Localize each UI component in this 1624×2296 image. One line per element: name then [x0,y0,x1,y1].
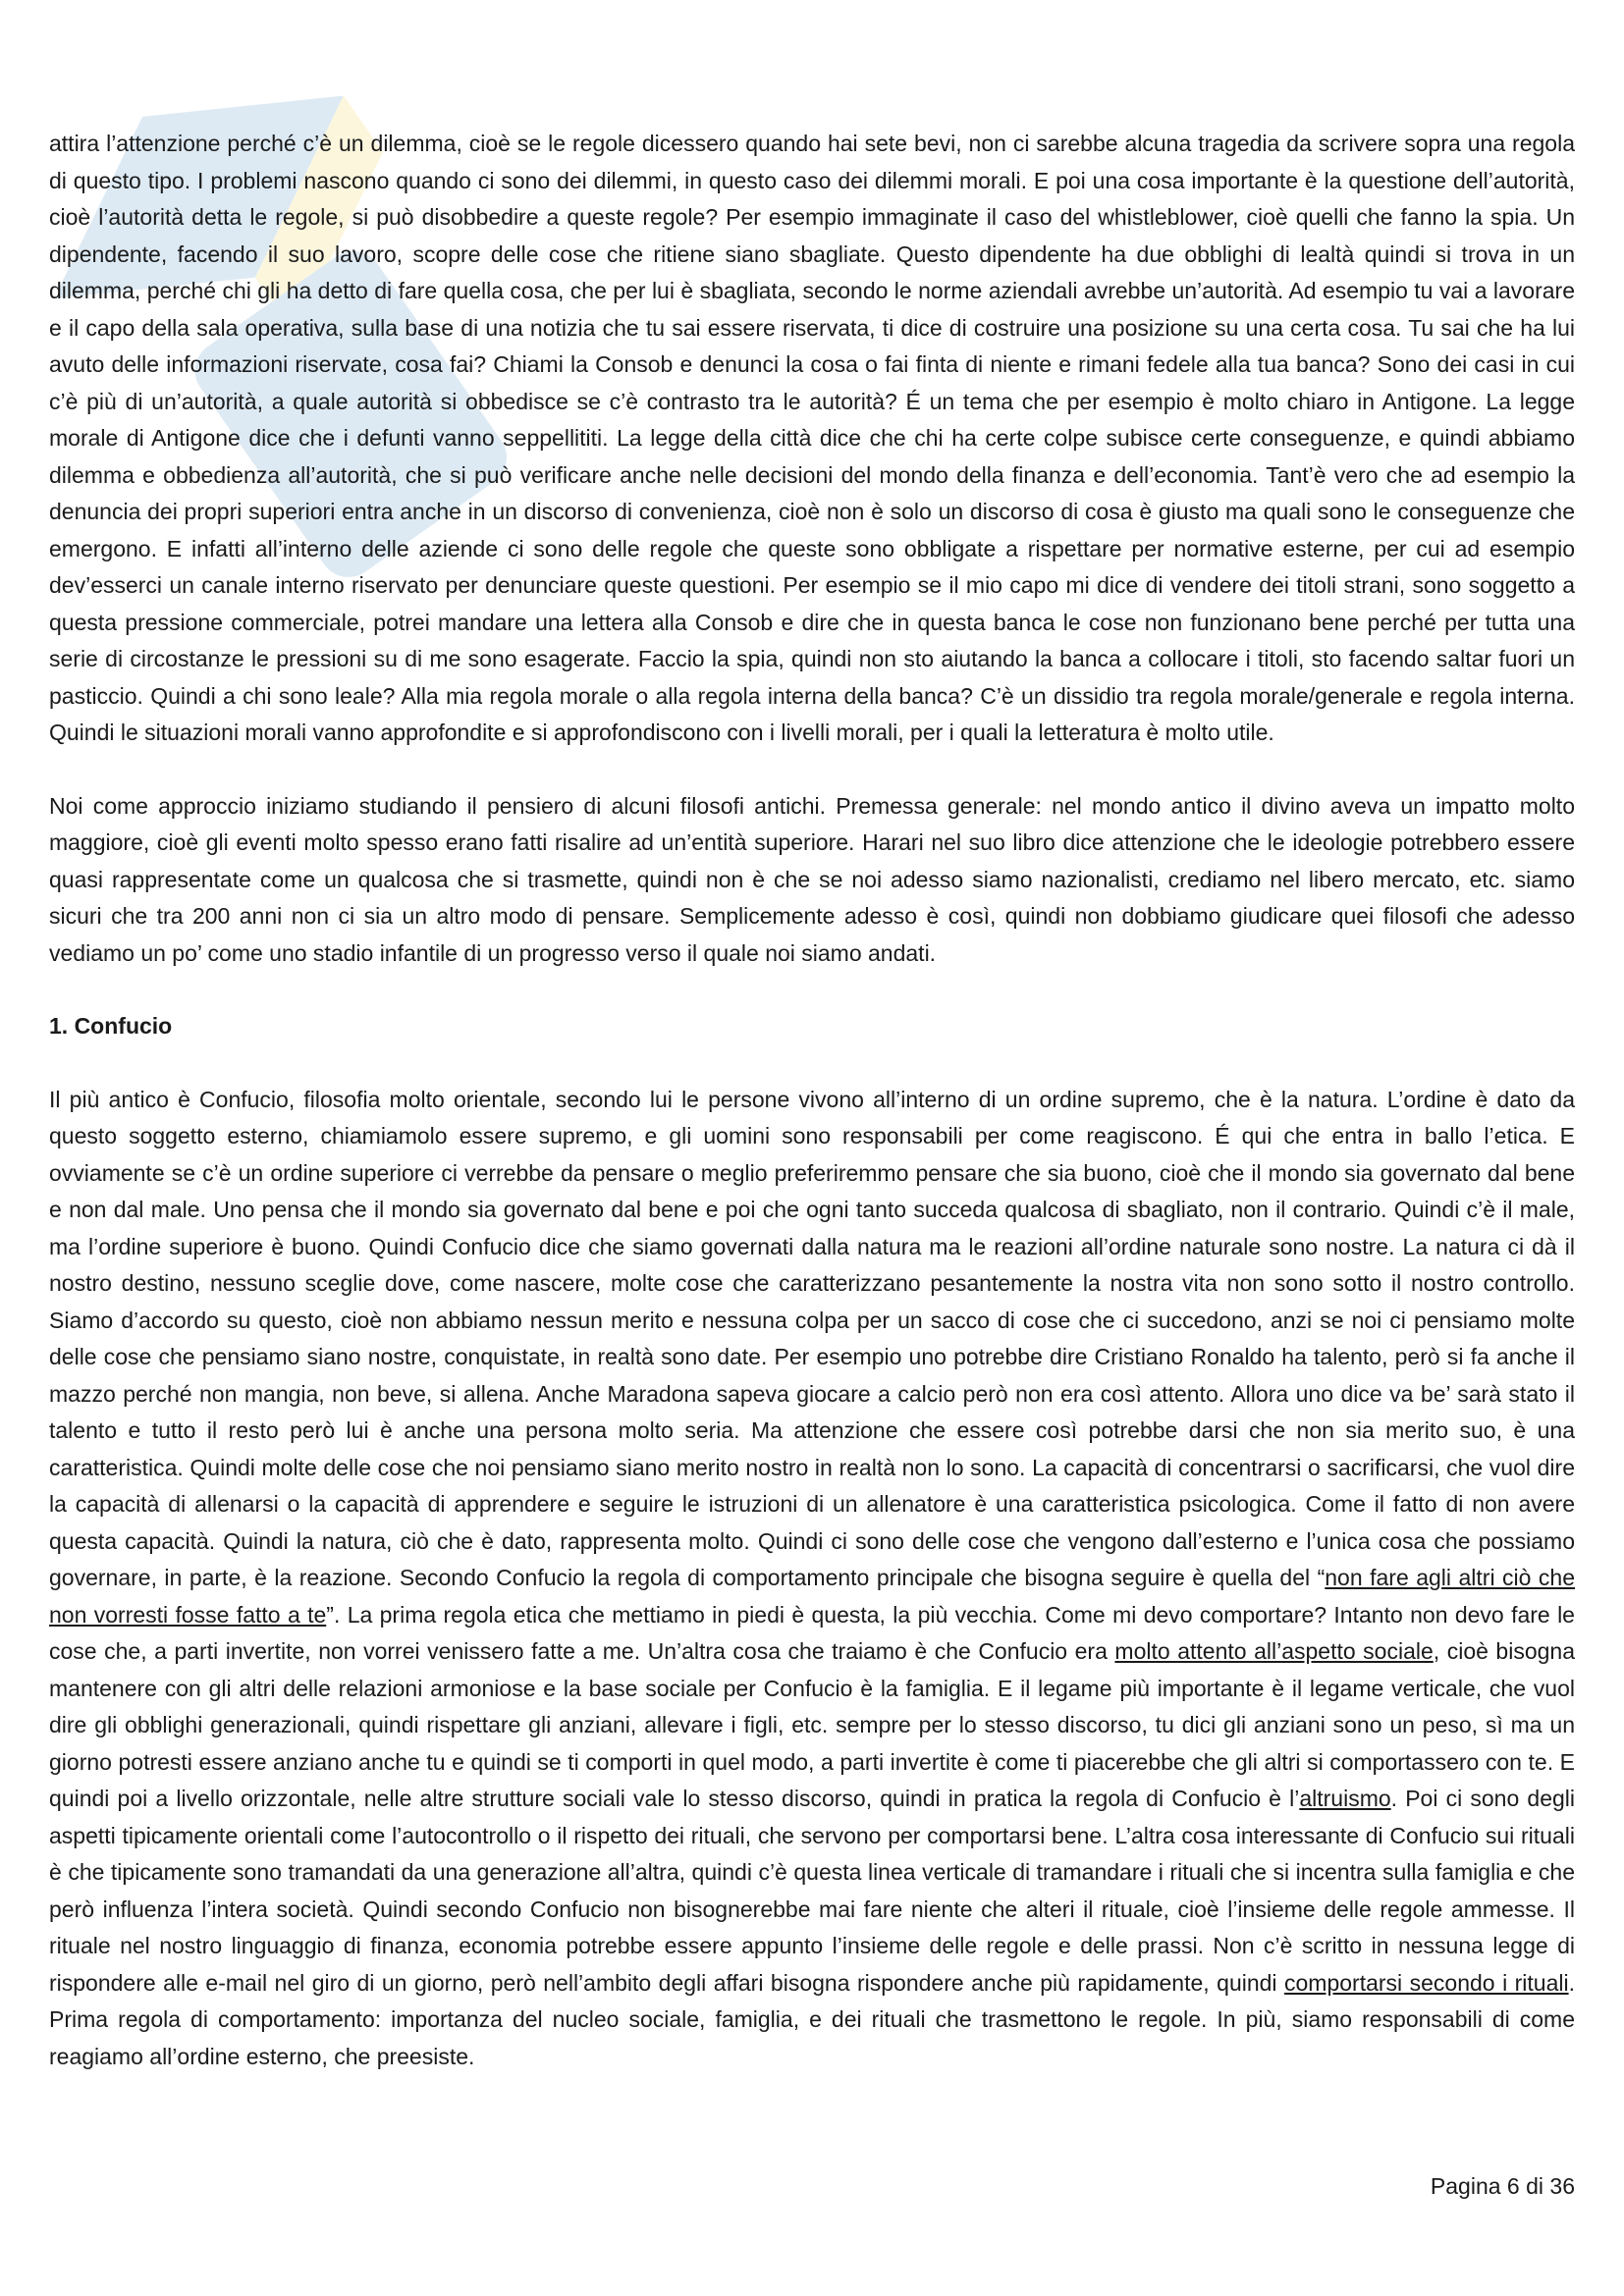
paragraph-confucio-part-a: Il più antico è Confucio, filosofia molto orientale, secondo lui le persone vivono all’interno di un ordine supremo, che è la natura. L’ordine è dato da questo soggetto esterno, chiamiamolo essere supremo, e gli uomini sono responsabili per come reagiscono. É qui che entra in ballo l’etica. E ovviamente se c’è un ordine superiore ci verrebbe da pensare o meglio preferiremmo pensare che sia buono, cioè che il mondo sia governato dal bene e non dal male. Uno pensa che il mondo sia governato dal bene e poi che ogni tanto succeda qualcosa di sbagliato, non il contrario. Quindi c’è il male, ma l’ordine superiore è buono. Quindi Confucio dice che siamo governati dalla natura ma le reazioni all’ordine naturale sono nostre. La natura ci dà il nostro destino, nessuno sceglie dove, come nascere, molte cose che caratterizzano pesantemente la nostra vita non sono sotto il nostro controllo. Siamo d’accordo su questo, cioè non abbiamo nessun merito e nessuna colpa per un sacco di cose che ci succedono, anzi se noi ci pensiamo molte delle cose che pensiamo siano nostre, conquistate, in realtà sono date. Per esempio uno potrebbe dire Cristiano Ronaldo ha talento, però si fa anche il mazzo perché non mangia, non beve, si allena. Anche Maradona sapeva giocare a calcio però non era così attento. Allora uno dice va be’ sarà stato il talento e tutto il resto però lui è anche una persona molto seria. Ma attenzione che essere così potrebbe darsi che non sia merito suo, è una caratteristica. Quindi molte delle cose che noi pensiamo siano merito nostro in realtà non lo sono. La capacità di concentrarsi o sacrificarsi, che vuol dire la capacità di allenarsi o la capacità di apprendere e seguire le istruzioni di un allenatore è una caratteristica psicologica. Come il fatto di non avere questa capacità. Quindi la natura, ciò che è dato, rappresenta molto. Quindi ci sono delle cose che vengono dall’esterno e l’unica cosa che possiamo governare, in parte, è la reazione. Secondo Confucio la regola di comportamento principale che bisogna seguire è quella del “ [49,1086,1575,1590]
paragraph-confucio-part-e: . Prima regola di comportamento: importanza del nucleo sociale, famiglia, e dei rituali che trasmettono le regole. In più, siamo responsabili di come reagiamo all’ordine esterno, che preesiste. [49,1969,1575,2069]
paragraph-confucio-part-c: , cioè bisogna mantenere con gli altri delle relazioni armoniose e la base sociale per Confucio è la famiglia. E il legame più importante è il legame verticale, che vuol dire gli obblighi generazionali, quindi rispettare gli anziani, allevare i figli, etc. sempre per lo stesso discorso, tu dici gli anziani sono un peso, sì ma un giorno potresti essere anziano anche tu e quindi se ti comporti in quel modo, a parti invertite è come ti piacerebbe che gli altri si comportassero con te. E quindi poi a livello orizzontale, nelle altre strutture sociali vale lo stesso discorso, quindi in pratica la regola di Confucio è l’ [49,1638,1576,1811]
section-heading-confucio: 1. Confucio [49,1013,173,1039]
paragraph-whistleblower: attira l’attenzione perché c’è un dilemma, cioè se le regole dicessero quando hai sete bevi, non ci sarebbe alcuna tragedia da scrivere sopra una regola di questo tipo. I problemi nascono quando ci sono dei dilemmi, in questo caso dei dilemmi morali. E poi una cosa importante è la questione dell’autorità, cioè l’autorità detta le regole, si può disobbedire a queste regole? Per esempio immaginate il caso del whistleblower, cioè quelli che fanno la spia. Un dipendente, facendo il suo lavoro, scopre delle cose che ritiene siano sbagliate. Questo dipendente ha due obblighi di lealtà quindi si trova in un dilemma, perché chi gli ha detto di fare quella cosa, che per lui è sbagliata, secondo le norme aziendali avrebbe un’autorità. Ad esempio tu vai a lavorare e il capo della sala operativa, sulla base di una notizia che tu sai essere riservata, ti dice di costruire una posizione su una certa cosa. Tu sai che ha lui avuto delle informazioni riservate, cosa fai? Chiami la Consob e denunci la cosa o fai finta di niente e rimani fedele alla tua banca? Sono dei casi in cui c’è più di un’autorità, a quale autorità si obbedisce se c’è contrasto tra le autorità? É un tema che per esempio è molto chiaro in Antigone. La legge morale di Antigone dice che i defunti vanno seppellititi. La legge della città dice che chi ha certe colpe subisce certe conseguenze, e quindi abbiamo dilemma e obbedienza all’autorità, che si può verificare anche nelle decisioni del mondo della finanza e dell’economia. Tant’è vero che ad esempio la denuncia dei propri superiori entra anche in un discorso di convenienza, cioè non è solo un discorso di cosa è giusto ma quali sono le conseguenze che emergono. E infatti all’interno delle aziende ci sono delle regole che queste sono obbligate a rispettare per normative esterne, per cui ad esempio dev’esserci un canale interno riservato per denunciare queste questioni. Per esempio se il mio capo mi dice di vendere dei titoli strani, sono soggetto a questa pressione commerciale, potrei mandare una lettera alla Consob e dire che in questa banca le cose non funzionano bene perché per tutta una serie di circostanze le pressioni su di me sono esagerate. Faccio la spia, quindi non sto aiutando la banca a collocare i titoli, sto facendo saltar fuori un pasticcio. Quindi a chi sono leale? Alla mia regola morale o alla regola interna della banca? C’è un dissidio tra regola morale/generale e regola interna. Quindi le situazioni morali vanno approfondite e si approfondiscono con i livelli morali, per i quali la letteratura è molto utile. [49,131,1575,745]
underlined-altruismo: altruismo [1299,1786,1391,1811]
underlined-social-aspect: molto attento all’aspetto sociale [1114,1638,1434,1664]
underlined-rituals: comportarsi secondo i rituali [1284,1969,1569,1996]
paragraph-confucio-part-b: ”. La prima regola etica che mettiamo in piedi è questa, la più vecchia. Come mi devo comportare? Intanto non devo fare le cose che, a parti invertite, non vorrei venissero fatte a me. Un’altra cosa che traiamo è che Confucio era [49,1601,1575,1664]
underlined-golden-rule: non fare agli altri ciò che non vorresti fosse fatto a te [49,1565,1575,1628]
paragraph-confucio [49,1082,1575,2076]
paragraph-ancient-philosophers: Noi come approccio iniziamo studiando il pensiero di alcuni filosofi antichi. Premessa generale: nel mondo antico il divino aveva un impatto molto maggiore, cioè gli eventi molto spesso erano fatti risalire ad un’entità superiore. Harari nel suo libro dice attenzione che le ideologie potrebbero essere quasi rappresentate come un qualcosa che si trasmette, quindi non è che se noi adesso siamo nazionalisti, crediamo nel libero mercato, etc. siamo sicuri che tra 200 anni non ci sia un altro modo di pensare. Semplicemente adesso è così, quindi non dobbiamo giudicare quei filosofi che adesso vediamo un po’ come uno stadio infantile di un progresso verso il quale noi siamo andati. [49,792,1575,966]
paragraph-confucio-part-d: . Poi ci sono degli aspetti tipicamente orientali come l’autocontrollo o il rispetto dei rituali, che servono per comportarsi bene. L’altra cosa interessante di Confucio sui rituali è che tipicamente sono tramandati da una generazione all’altra, quindi c’è questa linea verticale di tramandare i rituali che si incentra sulla famiglia e che però influenza l’intera società. Quindi secondo Confucio non bisognerebbe mai fare niente che alteri il rituale, cioè l’insieme delle regole ammesse. Il rituale nel nostro linguaggio di finanza, economia potrebbe essere appunto l’insieme delle regole e delle prassi. Non c’è scritto in nessuna legge di rispondere alle e-mail nel giro di un giorno, però nell’ambito degli affari bisogna rispondere anche più rapidamente, quindi [49,1786,1575,1996]
document-body [49,126,1575,2075]
page-number: Pagina 6 di 36 [1430,2173,1575,2199]
